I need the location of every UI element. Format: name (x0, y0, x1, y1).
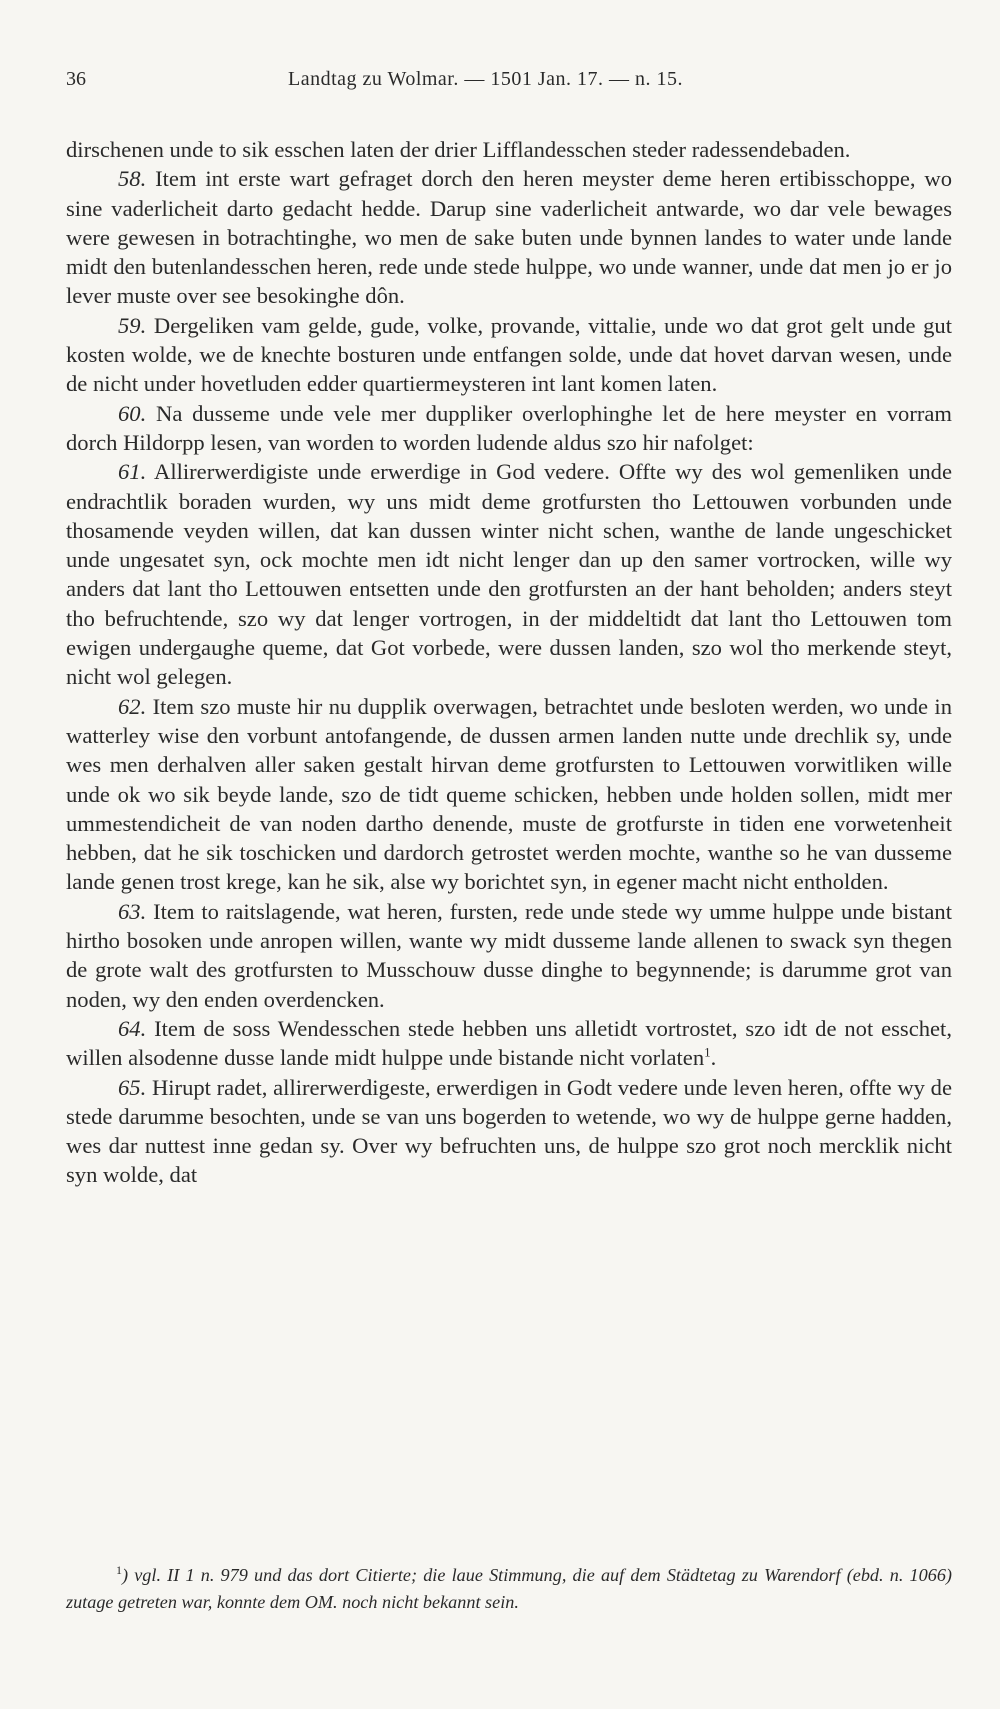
paragraph-text: Item szo muste hir nu dupplik overwagen, betrachtet unde besloten werden, wo unde in watterley wise den vorbunt antofangende, de dussen armen landen nutte unde drechlik sy, unde wes men derhalven aller saken gestalt hirvan deme grotfursten to Lettouwen vorwitliken wille unde ok wo sik beyde lande, szo de tidt queme schicken, hebben unde holden sollen, midt mer ummestendicheit de van noden dartho denende, muste de grotfurste in tiden ene vorwetenheit hebben, dat he sik toschicken und dardorch getrostet werden mochte, wanthe so he van dusseme lande genen trost krege, kan he sik, alse wy borichtet syn, in egener macht nicht entholden. (66, 693, 952, 895)
paragraph-text: dirschenen unde to sik esschen laten der drier Lifflandesschen steder radessendebaden. (66, 137, 851, 162)
paragraph-number: 58. (118, 166, 147, 192)
paragraph-number: 63. (118, 898, 147, 924)
footnote: $^1$) vgl. II 1 n. 979 und das dort Citierte; die laue Stimmung, die auf dem Städtetag zu Warendorf (ebd. n. 1066) zutage getreten war, konnte dem OM. noch nicht bekannt sein. (66, 1562, 952, 1612)
paragraph-65 (66, 1073, 952, 1190)
page-number: 36 (66, 68, 86, 90)
footnote-text: vgl. II 1 n. 979 und das dort Citierte; die laue Stimmung, die auf dem Städtetag zu Warendorf (ebd. n. 1066) zutage getreten war, konnte dem OM. noch nicht bekannt sein. (66, 1565, 952, 1612)
paragraph-text: Item int erste wart gefraget dorch den heren meyster deme heren ertibisschoppe, wo sine vaderlicheit darto gedacht hedde. Darup sine vaderlicheit antwarde, wo dar vele bewages were gewesen in botrachtinghe, wo men de sake buten unde bynnen landes to water unde lande midt den butenlandesschen heren, rede unde stede hulppe, wo unde wanner, unde dat men jo er jo lever muste over see besokinghe dôn. (66, 166, 953, 309)
paragraph-continued (66, 135, 952, 164)
paragraph-number: 62. (118, 693, 147, 719)
paragraph-text: Item de soss Wendesschen stede hebben uns alletidt vortrostet, szo idt de not esschet, willen alsodenne dusse lande midt hulppe unde bistande nicht vorlaten (66, 1015, 952, 1071)
paragraph-text: Item to raitslagende, wat heren, fursten, rede unde stede wy umme hulppe unde bistant hirtho bosoken unde anropen willen, wante wy midt dusseme lande allenen to swack syn thegen de grote walt des grotfursten to Musschouw dusse dinghe to begynnende; is darumme grot van noden, wy den enden overdencken. (66, 898, 952, 1012)
running-head: Landtag zu Wolmar. — 1501 Jan. 17. — n. 15. (288, 68, 684, 90)
paragraph-64: 64. Item de soss Wendesschen stede hebben uns alletidt vortrostet, szo idt de not esschet, willen alsodenne dusse lande midt hulppe unde bistande nicht vorlaten$^1$. (66, 1015, 952, 1071)
paragraph-text: Dergeliken vam gelde, gude, volke, provande, vittalie, unde wo dat grot gelt unde gut kosten wolde, we de knechte bosturen unde entfangen solde, unde dat hovet darvan wesen, unde de nicht under hovetluden edder quartiermeysteren int lant komen laten. (66, 312, 952, 397)
paragraph-number: 65. (118, 1074, 147, 1100)
paragraph-58 (66, 164, 952, 310)
paragraph-59 (66, 311, 952, 399)
paragraph-number: 60. (118, 400, 147, 426)
footnote-mark: 1 (116, 1562, 122, 1577)
footnote-reference[interactable]: 1 (704, 1044, 711, 1060)
paragraph-number: 64. (118, 1015, 147, 1041)
paragraph-number: 59. (118, 312, 147, 338)
paragraph-number: 61. (118, 459, 147, 485)
paragraph-62 (66, 692, 952, 897)
paragraph-60 (66, 399, 952, 458)
paragraph-63 (66, 897, 952, 1014)
page-header (66, 68, 948, 100)
paragraph-61 (66, 457, 952, 691)
paragraph-text: Na dusseme unde vele mer duppliker overlophinghe let de here meyster en vorram dorch Hildorpp lesen, van worden to worden ludende aldus szo hir nafolget: (66, 400, 952, 455)
paragraph-text: Hirupt radet, allirerwerdigeste, erwerdigen in Godt vedere unde leven heren, offte wy de stede darumme besochten, unde se van uns bogerden to wetende, wo wy de hulppe gerne hadden, wes dar nuttest inne gedan sy. Over wy befruchten uns, de hulppe szo grot noch mercklik nicht syn wolde, dat (66, 1074, 952, 1188)
body-text (66, 135, 952, 1190)
paragraph-text: Allirerwerdigiste unde erwerdige in God vedere. Offte wy des wol gemenliken unde endrachtlik boraden wurden, wy uns midt deme grotfursten tho Lettouwen vorbunden unde thosamende veyden willen, dat kan dussen winter nicht schen, wanthe de lande ungeschicket unde ungesatet syn, ock mochte men idt nicht lenger dan up den samer vortrocken, wille wy anders dat lant tho Lettouwen entsetten unde den grotfursten an der hant beholden; anders steyt tho befruchtende, szo wy dat lenger vortrogen, in der middeltidt dat lant tho Lettouwen tom ewigen undergaughe queme, dat Got vorbede, were dussen landen, szo wol tho merkende steyt, nicht wol gelegen. (66, 459, 953, 690)
